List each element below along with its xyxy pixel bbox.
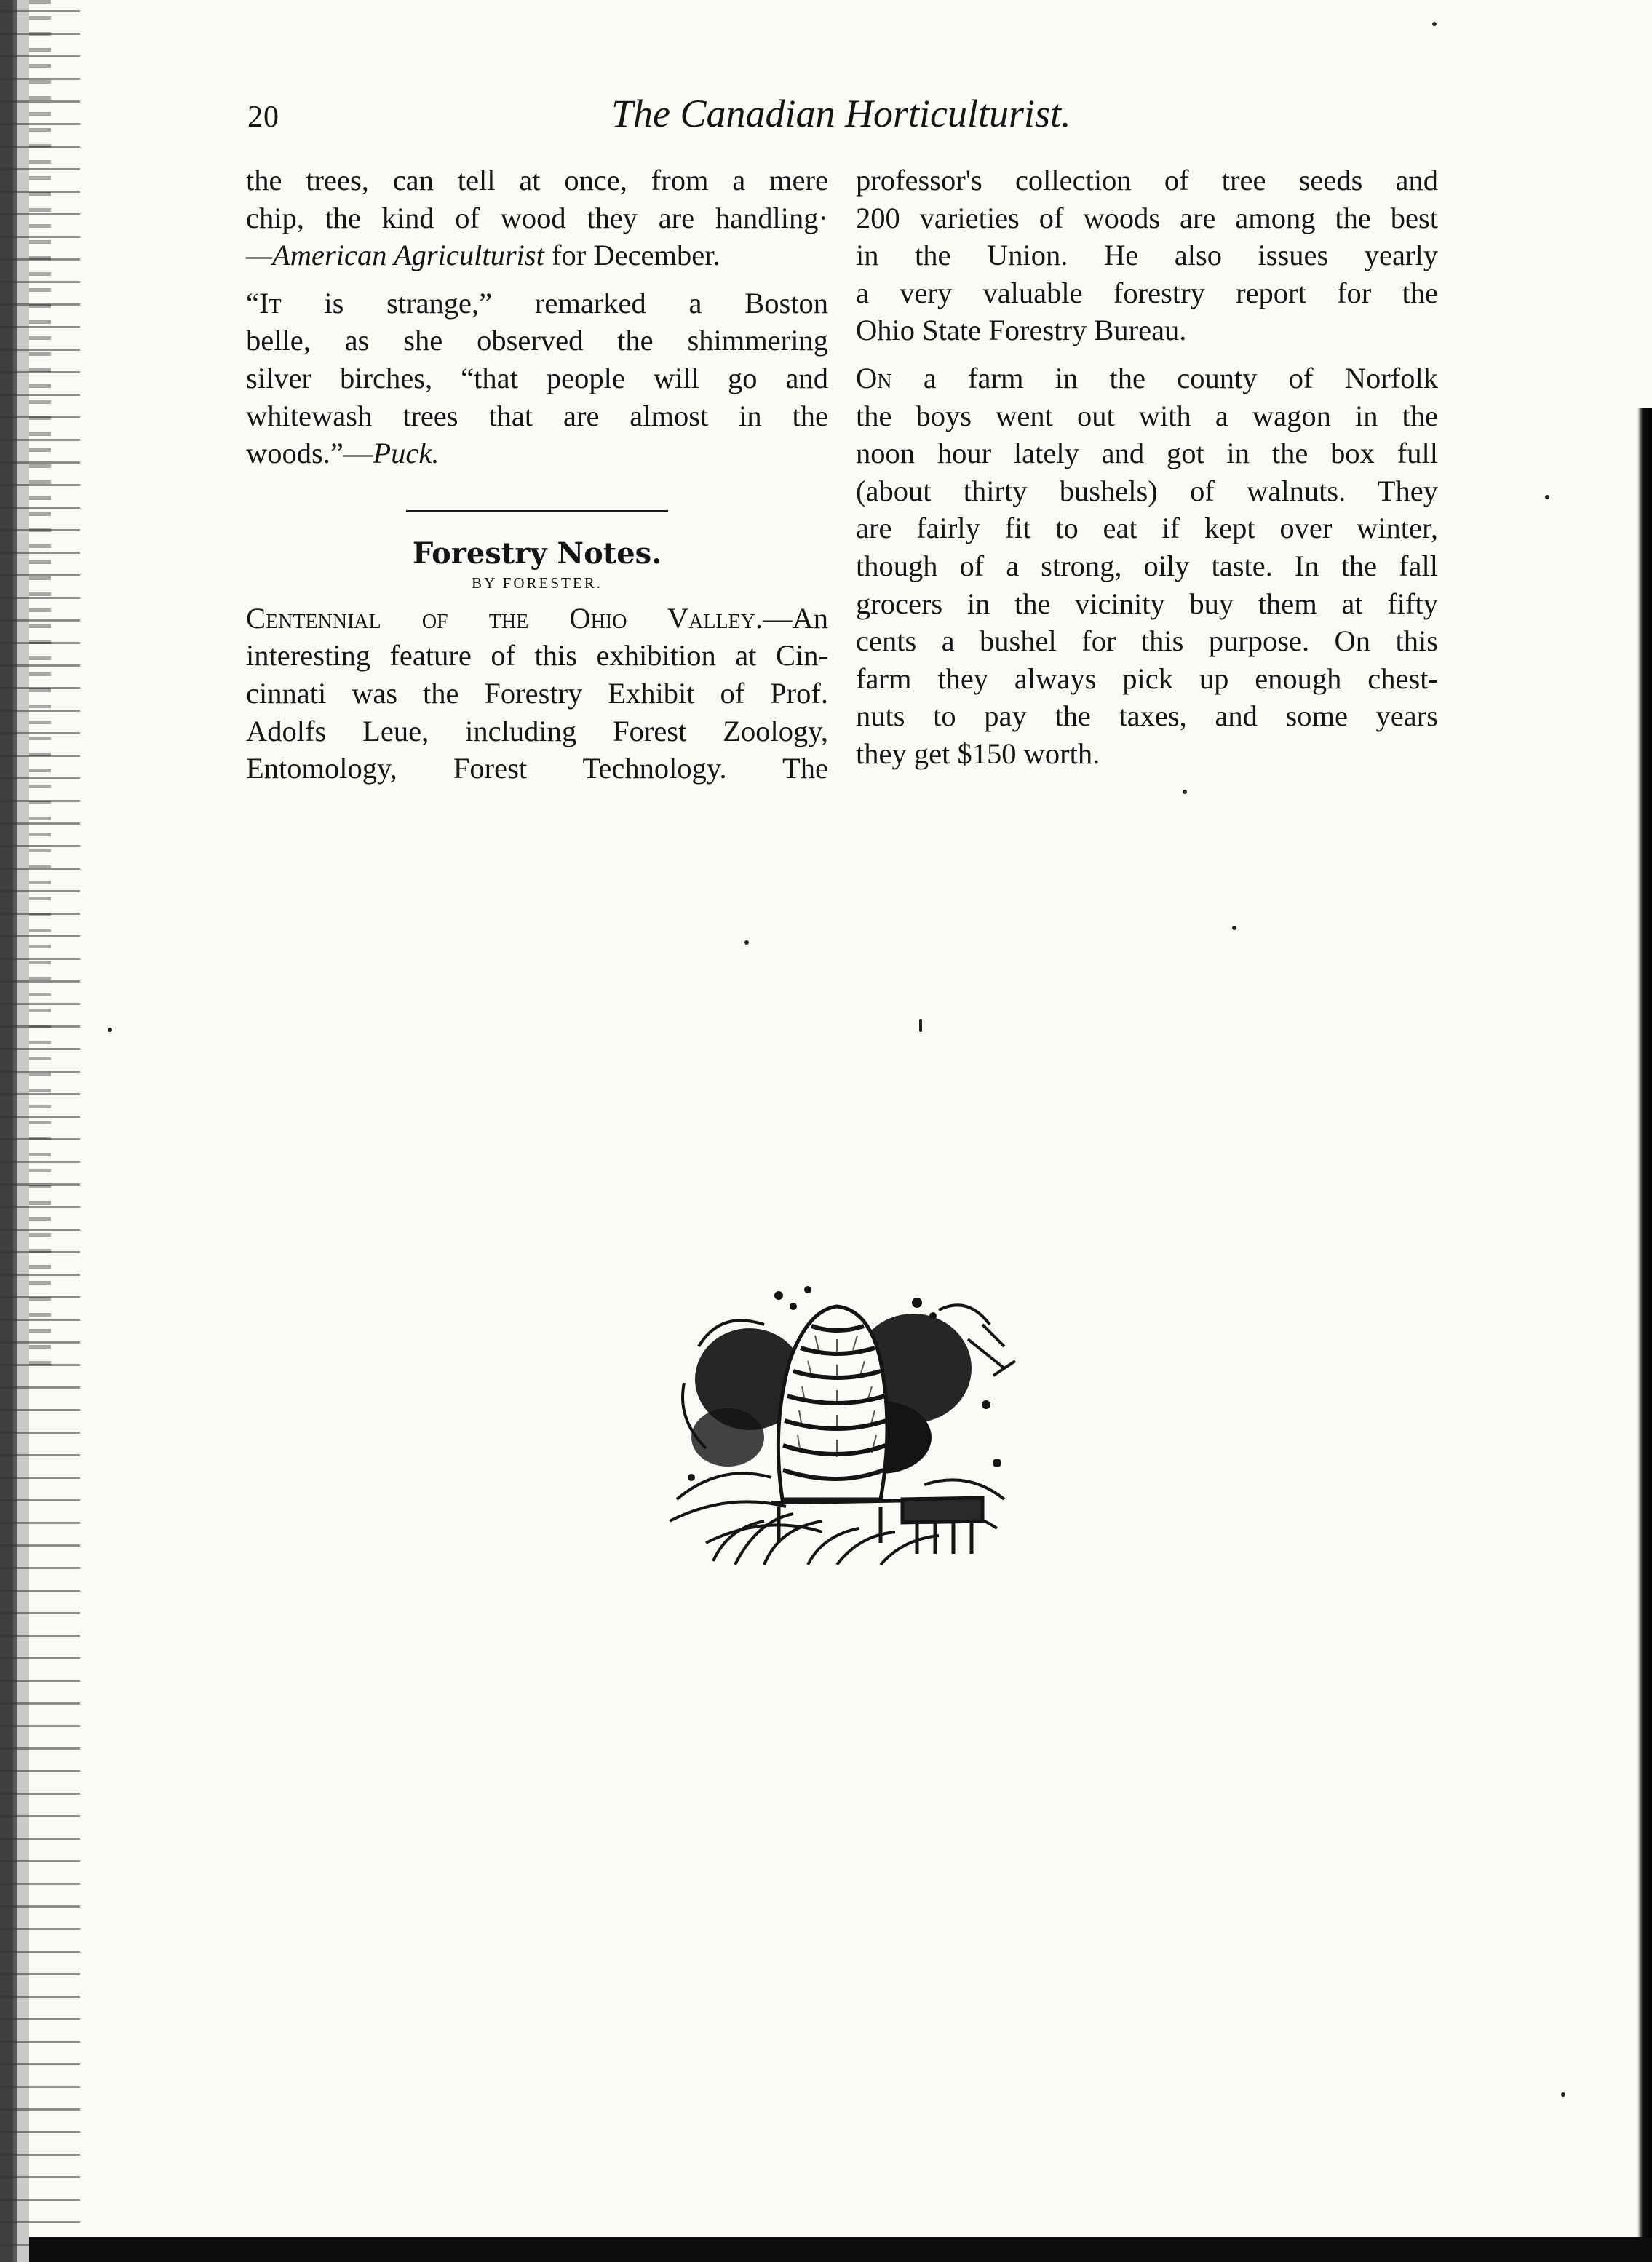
paragraph-trees-chip: [246, 162, 828, 274]
text-line: nuts to pay the taxes, and some years: [856, 699, 1438, 733]
text-fragment: “I: [246, 286, 269, 320]
text-line: Entomology, Forest Technology. The: [246, 752, 828, 785]
page-number: 20: [247, 100, 279, 134]
section-divider: [406, 510, 668, 512]
right-column: [856, 162, 1438, 773]
paragraph-boston-belle: [246, 285, 828, 472]
text-line: cents a bushel for this purpose. On this: [856, 624, 1438, 658]
dust-speck: [1545, 495, 1549, 499]
scan-edge-right: [1637, 408, 1652, 2256]
text-line: interesting feature of this exhibition at Cin-: [246, 639, 828, 672]
dust-speck: [1432, 22, 1437, 26]
text-line: [246, 285, 828, 322]
text-line: farm they always pick up enough chest-: [856, 662, 1438, 695]
text-line: in the Union. He also issues yearly: [856, 239, 1438, 272]
text-line: cinnati was the Forestry Exhibit of Prof.: [246, 676, 828, 710]
text-line: [246, 237, 828, 274]
text-fragment: —An: [763, 601, 828, 635]
text-line: are fairly fit to eat if kept over winter,: [856, 512, 1438, 545]
text-line: noon hour lately and got in the box full: [856, 437, 1438, 470]
text-line: Ohio State Forestry Bureau.: [856, 314, 1187, 347]
page-header: [247, 91, 1441, 142]
dust-speck: [108, 1028, 112, 1032]
text-fragment: O: [856, 361, 878, 394]
dust-speck: [744, 940, 749, 945]
beehive-engraving-icon: [662, 1281, 1026, 1568]
text-line: Adolfs Leue, including Forest Zoology,: [246, 714, 828, 747]
text-line: a very valuable forestry report for the: [856, 276, 1438, 309]
text-line: (about thirty bushels) of walnuts. They: [856, 474, 1438, 507]
running-head: The Canadian Horticulturist.: [611, 92, 1071, 135]
text-line: the trees, can tell at once, from a mere: [246, 164, 828, 197]
dust-speck: [919, 1019, 922, 1032]
paragraph-professor-collection: [856, 162, 1438, 349]
text-line: belle, as she observed the shimmering: [246, 324, 828, 357]
text-fragment: is strange,” remarked a Boston: [281, 286, 828, 320]
dust-speck: [1561, 2092, 1565, 2097]
scan-edge-bottom: [29, 2237, 1652, 2262]
section-byline: BY FORESTER.: [472, 574, 603, 592]
text-line: [856, 360, 1438, 397]
text-line: grocers in the vicinity buy them at fifty: [856, 587, 1438, 620]
text-line: chip, the kind of wood they are handling·: [246, 201, 828, 234]
dust-speck: [1183, 790, 1187, 794]
text-fragment: a farm in the county of Norfolk: [891, 361, 1438, 394]
text-line: 200 varieties of woods are among the best: [856, 201, 1438, 234]
text-line: [246, 600, 828, 638]
left-column: [246, 162, 828, 787]
paragraph-norfolk-farm: [856, 360, 1438, 773]
text-line: silver birches, “that people will go and: [246, 361, 828, 394]
small-caps-fragment: t: [269, 286, 282, 320]
text-fragment: woods.”—: [246, 437, 373, 470]
text-line: they get $150 worth.: [856, 737, 1100, 770]
text-line: the boys went out with a wagon in the: [856, 399, 1438, 432]
scan-edge-left-marks: [29, 0, 51, 1368]
source-citation: —American Agriculturist: [246, 239, 544, 272]
text-line: whitewash trees that are almost in the: [246, 399, 828, 432]
small-caps-fragment: n: [877, 361, 892, 394]
text-line: [246, 434, 828, 472]
section-title: Forestry Notes.: [412, 536, 662, 571]
dust-speck: [1232, 926, 1236, 930]
paragraph-ohio-centennial: [246, 600, 828, 787]
paragraph-heading: Centennial of the Ohio Valley.: [246, 601, 763, 635]
text-line: professor's collection of tree seeds and: [856, 164, 1438, 197]
text-line: though of a strong, oily taste. In the fall: [856, 549, 1438, 582]
text-fragment: for December.: [544, 239, 720, 272]
source-citation: Puck.: [373, 437, 440, 470]
